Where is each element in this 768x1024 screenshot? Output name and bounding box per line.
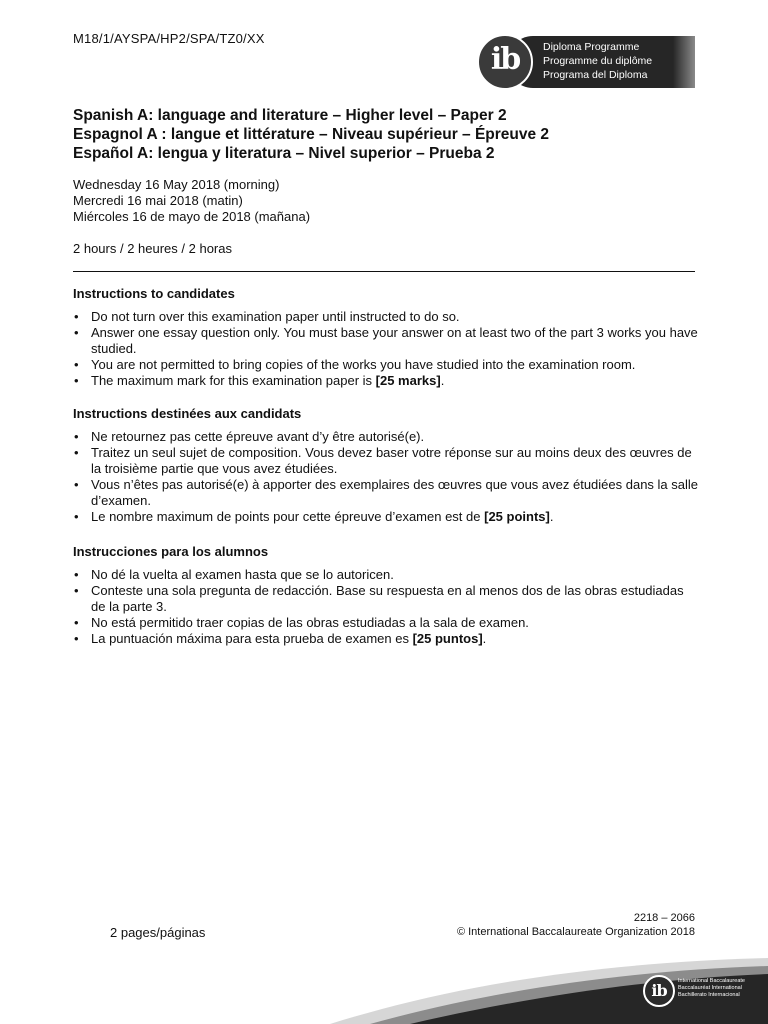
paper-titles — [73, 106, 549, 163]
ib-footer-text — [678, 978, 745, 999]
instruction-item: • Answer one essay question only. You must base your answer on at least two of the part 3 works you have studied. — [74, 325, 698, 356]
exam-duration: 2 hours / 2 heures / 2 horas — [73, 241, 232, 256]
marks-bold: [25 marks] — [375, 373, 441, 388]
instruction-item: • No está permitido traer copias de las obras estudiadas a la sala de examen. — [74, 615, 529, 630]
instruction-item: • Traitez un seul sujet de composition. Vous devez baser votre réponse sur au moins deux des œuvres de la troisième partie que vous avez étudiées. — [74, 445, 692, 476]
instruction-item: • Le nombre maximum de points pour cette épreuve d’examen est de [25 points]. — [74, 509, 554, 524]
ib-footer-line: Baccalauréat International — [678, 985, 742, 991]
instructions-english — [73, 286, 698, 389]
page-count: 2 pages/páginas — [110, 925, 206, 940]
bullet-icon: • — [74, 429, 79, 444]
paper-title: Espagnol A : langue et littérature – Niveau supérieur – Épreuve 2 — [73, 126, 550, 143]
ib-logo-icon — [477, 34, 533, 90]
instruction-item: • No dé la vuelta al examen hasta que se lo autoricen. — [74, 567, 394, 582]
badge-line: Diploma Programme — [543, 41, 640, 53]
bullet-icon: • — [74, 325, 79, 340]
instruction-item: • Vous n’êtes pas autorisé(e) à apporter des exemplaires des œuvres que vous avez étudiées dans la salle d’examen. — [74, 477, 699, 508]
marks-bold: [25 points] — [484, 509, 550, 524]
bullet-icon: • — [74, 631, 79, 646]
footer-logo-text: ib — [651, 981, 667, 1000]
exam-dates — [73, 177, 310, 225]
instructions-french — [73, 406, 698, 525]
instruction-item: • The maximum mark for this examination paper is [25 marks]. — [74, 373, 445, 388]
badge-logo-text: ib — [490, 42, 520, 77]
instructions-spanish — [73, 544, 698, 647]
bullet-icon: • — [74, 373, 79, 388]
paper-title: Spanish A: language and literature – Higher level – Paper 2 — [73, 107, 507, 124]
bullet-icon: • — [74, 583, 79, 598]
diploma-programme-badge — [477, 36, 695, 88]
ib-footer-line: International Baccalaureate — [678, 978, 745, 984]
section-heading: Instructions to candidates — [73, 286, 235, 301]
ib-footer-logo-icon — [643, 975, 675, 1007]
divider — [73, 271, 695, 272]
bullet-icon: • — [74, 567, 79, 582]
bullet-icon: • — [74, 445, 79, 460]
exam-date: Miércoles 16 de mayo de 2018 (mañana) — [73, 209, 311, 224]
paper-title: Español A: lengua y literatura – Nivel superior – Prueba 2 — [73, 145, 495, 162]
badge-lines — [543, 40, 652, 82]
instruction-item: • You are not permitted to bring copies of the works you have studied into the examination room. — [74, 357, 636, 372]
copyright: © International Baccalaureate Organization 2018 — [456, 926, 695, 938]
exam-code: 2218 – 2066 — [633, 912, 695, 924]
section-heading: Instructions destinées aux candidats — [73, 406, 302, 421]
badge-line: Programme du diplôme — [543, 55, 653, 67]
exam-date: Wednesday 16 May 2018 (morning) — [73, 177, 280, 192]
ib-footer-line: Bachillerato Internacional — [678, 992, 740, 998]
section-heading: Instrucciones para los alumnos — [73, 544, 269, 559]
instruction-item: • Do not turn over this examination paper until instructed to do so. — [74, 309, 460, 324]
marks-bold: [25 puntos] — [412, 631, 483, 646]
instruction-item: • Conteste una sola pregunta de redacción. Base su respuesta en al menos dos de las obras estudiadas de la parte 3. — [74, 583, 684, 614]
bullet-icon: • — [74, 309, 79, 324]
paper-code: M18/1/AYSPA/HP2/SPA/TZ0/XX — [73, 31, 265, 46]
bullet-icon: • — [74, 509, 79, 524]
badge-line: Programa del Diploma — [543, 69, 648, 81]
bullet-icon: • — [74, 357, 79, 372]
bullet-icon: • — [74, 477, 79, 492]
exam-date: Mercredi 16 mai 2018 (matin) — [73, 193, 243, 208]
instruction-item: • Ne retournez pas cette épreuve avant d’y être autorisé(e). — [74, 429, 425, 444]
instruction-item: • La puntuación máxima para esta prueba de examen es [25 puntos]. — [74, 631, 487, 646]
bullet-icon: • — [74, 615, 79, 630]
